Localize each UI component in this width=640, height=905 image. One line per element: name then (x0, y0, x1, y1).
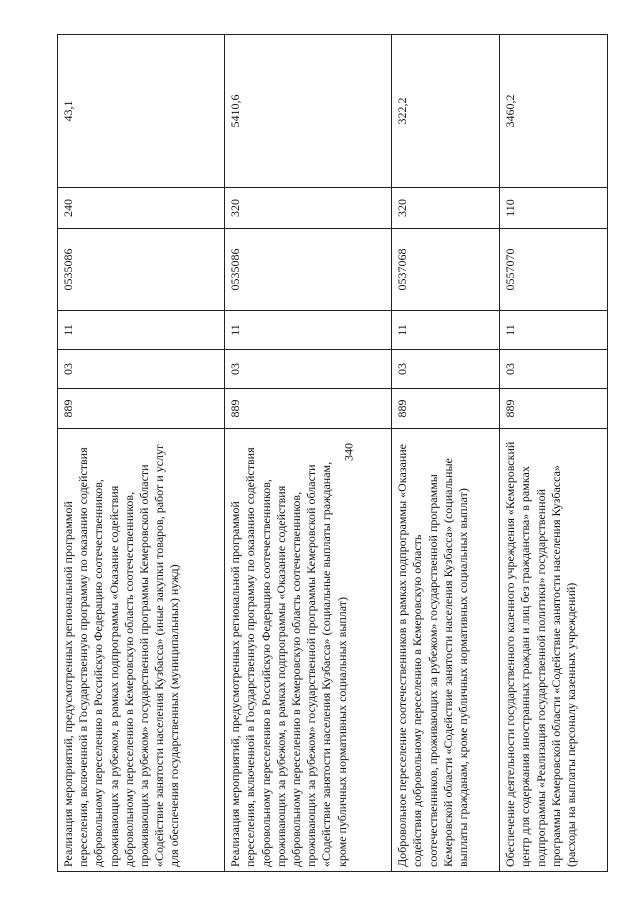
amount-cell: 322,2 (392, 35, 500, 188)
department-code-cell: 889 (392, 389, 500, 429)
table-row (500, 35, 608, 872)
department-code-cell: 889 (225, 389, 392, 429)
target-item-code-cell: 0557070 (500, 229, 608, 311)
rotated-table-container (57, 34, 608, 872)
amount-cell: 43,1 (58, 35, 225, 188)
expense-type-code-cell: 320 (225, 188, 392, 229)
subsection-code-cell: 11 (58, 311, 225, 350)
amount-cell: 3460,2 (500, 35, 608, 188)
expense-name-cell: Добровольное переселение соотечественников в рамках подпрограммы «Оказание содействия добровольному переселению в Кемеровскую область соотечественников, проживающих за рубежом» государственной программы Кемеровской области «Содействие занятости населения Кузбасса» (социальные выплаты гражданам, кроме публичных нормативных социальных выплат) (392, 429, 500, 872)
section-code-cell: 03 (392, 350, 500, 389)
expense-name-cell: Реализация мероприятий, предусмотренных региональной программой переселения, включенной в Государственную программу по оказанию содействия добровольному переселению в Российскую Федерацию соотечественников, проживающих за рубежом, в рамках подпрограммы «Оказание содействия добровольному переселению в Кемеровскую область соотечественников, проживающих за рубежом» государственной программы Кемеровской области «Содействие занятости населения Кузбасса» (социальные выплаты гражданам, кроме публичных нормативных социальных выплат) (225, 429, 392, 872)
table-row (392, 35, 500, 872)
expense-name-cell: Реализация мероприятий, предусмотренных региональной программой переселения, включенной в Государственную программу по оказанию содействия добровольному переселению в Российскую Федерацию соотечественников, проживающих за рубежом, в рамках подпрограммы «Оказание содействия добровольному переселению в Кемеровскую область соотечественников, проживающих за рубежом» государственной программы Кемеровской области «Содействие занятости населения Кузбасса» (иные закупки товаров, работ и услуг для обеспечения государственных (муниципальных) нужд) (58, 429, 225, 872)
section-code-cell: 03 (58, 350, 225, 389)
subsection-code-cell: 11 (225, 311, 392, 350)
budget-table (57, 34, 608, 872)
table-row (225, 35, 392, 872)
expense-name-cell: Обеспечение деятельности государственного казенного учреждения «Кемеровский центр для содержания иностранных граждан и лиц без гражданства» в рамках подпрограммы «Реализация государственной политики» государственной программы Кемеровской области «Содействие занятости населения Кузбасса» (расходы на выплаты персоналу казенных учреждений) (500, 429, 608, 872)
subsection-code-cell: 11 (500, 311, 608, 350)
target-item-code-cell: 0535086 (225, 229, 392, 311)
department-code-cell: 889 (58, 389, 225, 429)
amount-cell: 5410,6 (225, 35, 392, 188)
expense-type-code-cell: 320 (392, 188, 500, 229)
subsection-code-cell: 11 (392, 311, 500, 350)
table-row (58, 35, 225, 872)
section-code-cell: 03 (225, 350, 392, 389)
section-code-cell: 03 (500, 350, 608, 389)
target-item-code-cell: 0537068 (392, 229, 500, 311)
target-item-code-cell: 0535086 (58, 229, 225, 311)
department-code-cell: 889 (500, 389, 608, 429)
expense-type-code-cell: 240 (58, 188, 225, 229)
expense-type-code-cell: 110 (500, 188, 608, 229)
page-number: 340 (341, 443, 356, 461)
